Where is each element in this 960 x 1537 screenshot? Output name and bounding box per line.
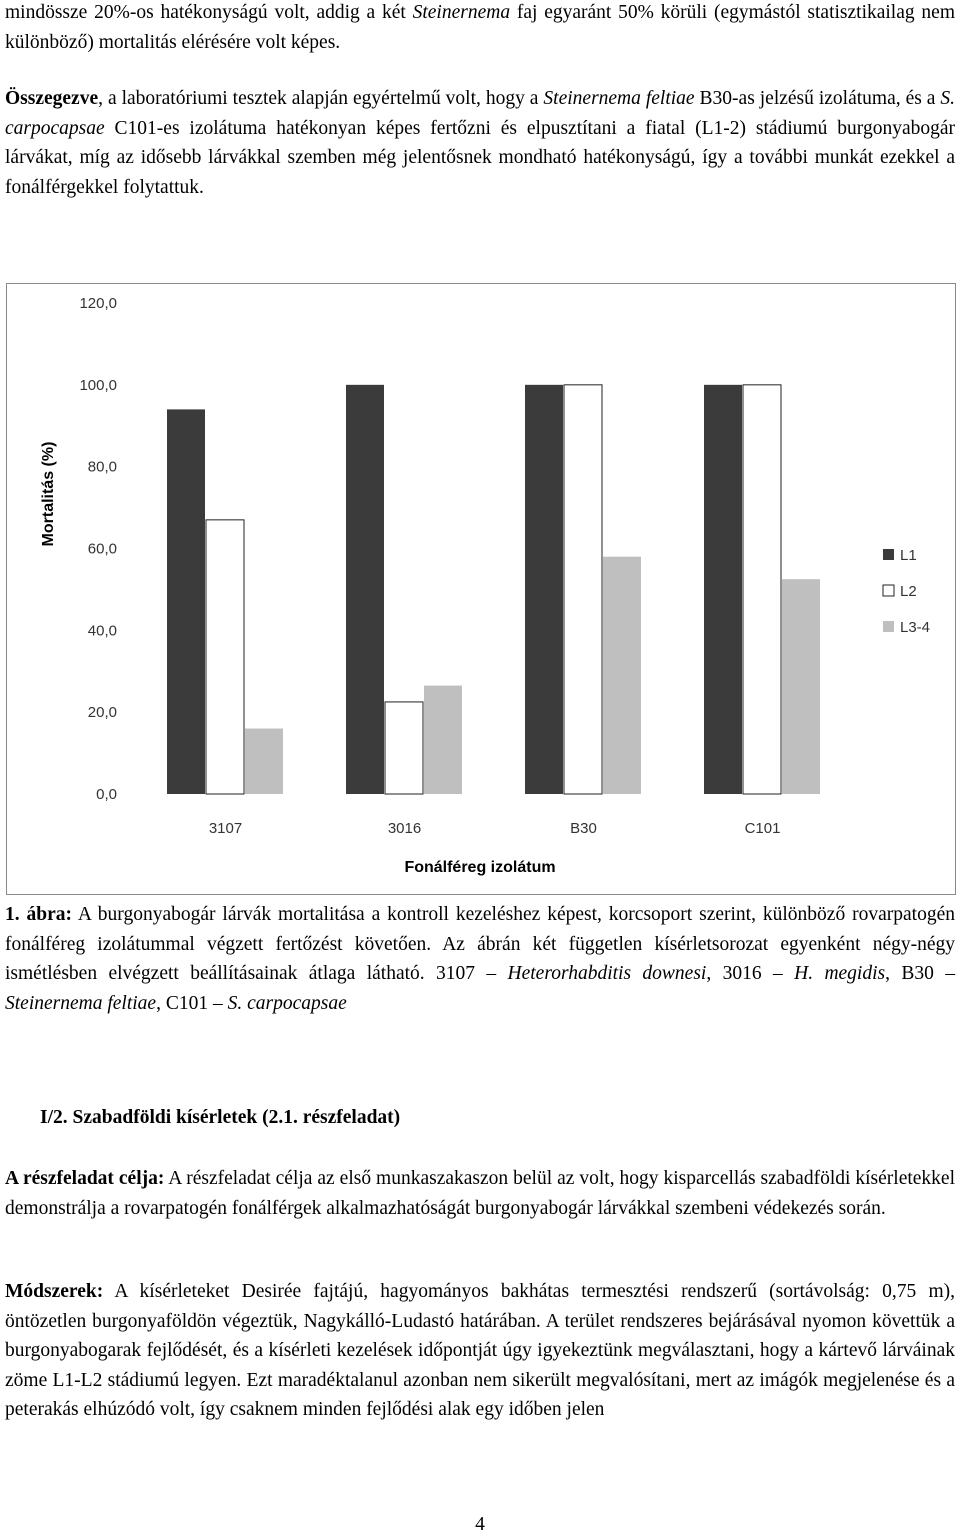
methods-text: A kísérleteket Desirée fajtájú, hagyományos bakhátas termesztési rendszerű (sortávolság: 0,75 m), öntözetlen burgonyaföldön végeztük, Nagykálló-Ludastó határában. A terület rendszeres bejárásával nyomon követtük a burgonyabogarak fejlődését, és a kísérleti kezelések időpontját úgy igyekeztünk megválasztani, hogy a kártevő lárváinak zöme L1-L2 stádiumú legyen. Ezt maradéktalanul azonban nem sikerült megvalósítani, mert az imágók megjelenése és a peterakás elhúzódó volt, így csaknem minden fejlődési alak egy időben jelen (5, 1281, 955, 1420)
intro-text: mindössze 20%-os hatékonyságú volt, addig a két (5, 2, 413, 23)
y-tick-label: 120,0 (79, 295, 117, 312)
bar-l3-4-3016 (424, 686, 462, 794)
x-tick-label: C101 (744, 820, 781, 837)
section-heading: I/2. Szabadföldi kísérletek (2.1. részfeladat) (40, 1107, 401, 1128)
caption-label: 1. ábra: (5, 904, 73, 925)
bar-l3-4-b30 (603, 557, 641, 794)
bar-l1-3107 (167, 409, 205, 794)
summary-text-3: C101-es izolátuma hatékonyan képes fertőzni és elpusztítani a fiatal (L1-2) stádiumú burgonyabogár lárvákat, míg az idősebb lárvákkal szemben még jelentősnek mondható hatékonyságú, így a további munkát ezekkel a fonálférgekkel folytattuk. (5, 117, 955, 198)
caption-text-4: , C101 – (156, 992, 228, 1014)
mortality-chart (6, 283, 956, 895)
x-tick-label: 3107 (208, 820, 243, 837)
summary-species-1: Steinernema feltiae (543, 88, 695, 109)
caption-text-3: , B30 – (885, 963, 955, 984)
legend-label-l2: L2 (900, 583, 917, 600)
y-tick-label: 40,0 (87, 622, 117, 640)
intro-species: Steinernema (412, 2, 511, 23)
y-tick-label: 20,0 (87, 704, 117, 722)
x-axis-label: Fonálféreg izolátum (404, 859, 556, 876)
y-tick-label: 60,0 (87, 540, 117, 558)
mortality-chart-svg (7, 284, 955, 894)
caption-text-2: , 3016 – (706, 963, 795, 984)
methods-paragraph (5, 1277, 955, 1425)
y-tick-label: 0,0 (96, 786, 117, 803)
caption-species-1: Heterorhabditis downesi (507, 963, 707, 984)
y-tick-label: 100,0 (79, 376, 117, 394)
summary-text-1: , a laboratóriumi tesztek alapján egyértelmű volt, hogy a (98, 88, 544, 109)
intro-text-end: faj egyaránt 50% körüli (egymástól statisztikailag nem különböző) mortalitás elérésére volt képes. (5, 2, 955, 53)
y-axis-label: Mortalitás (%) (40, 441, 57, 547)
bar-l1-c101 (704, 385, 742, 794)
x-tick-label: 3016 (387, 820, 422, 837)
x-tick-label: B30 (570, 820, 597, 837)
bar-l2-b30 (564, 385, 602, 794)
bar-l2-c101 (743, 385, 781, 794)
caption-species-4: S. carpocapsae (227, 992, 347, 1014)
figure-caption (5, 900, 955, 1018)
caption-species-3: Steinernema feltiae (5, 992, 157, 1014)
caption-species-2: H. megidis (794, 963, 886, 984)
bar-l2-3016 (385, 702, 423, 794)
methods-label: Módszerek: (5, 1281, 104, 1302)
legend-swatch-l2 (883, 585, 894, 596)
legend-label-l1: L1 (900, 547, 917, 564)
goal-label: A részfeladat célja: (5, 1168, 165, 1189)
intro-paragraph (5, 0, 955, 57)
bar-l2-3107 (206, 520, 244, 794)
summary-lead: Összegezve (5, 88, 99, 109)
summary-text-2: B30-as jelzésű izolátuma, és a (694, 88, 941, 109)
bar-l3-4-c101 (782, 579, 820, 794)
legend-swatch-l3-4 (883, 621, 894, 632)
goal-paragraph (5, 1164, 955, 1223)
bar-l1-b30 (525, 385, 563, 794)
bar-l3-4-3107 (245, 729, 283, 794)
summary-paragraph (5, 84, 955, 202)
legend-label-l3-4: L3-4 (900, 619, 931, 636)
bar-l1-3016 (346, 385, 384, 794)
legend-swatch-l1 (883, 549, 894, 560)
page-number: 4 (475, 1514, 485, 1535)
summary-species-2: S. carpocapsae (5, 88, 956, 139)
caption-text-1: A burgonyabogár lárvák mortalitása a kontroll kezeléshez képest, korcsoport szerint, különböző rovarpatogén fonálféreg izolátummal végzett fertőzést követően. Az ábrán két független kísérletsorozat egyenként négy-négy ismétlésben elvégzett beállításainak átlaga látható. 3107 – (5, 904, 955, 984)
y-tick-label: 80,0 (87, 458, 117, 476)
goal-text: A részfeladat célja az első munkaszakaszon belül az volt, hogy kisparcellás szabadföldi kísérletekkel demonstrálja a rovarpatogén fonálférgek alkalmazhatóságát burgonyabogár lárvákkal szembeni védekezés során. (5, 1168, 955, 1219)
